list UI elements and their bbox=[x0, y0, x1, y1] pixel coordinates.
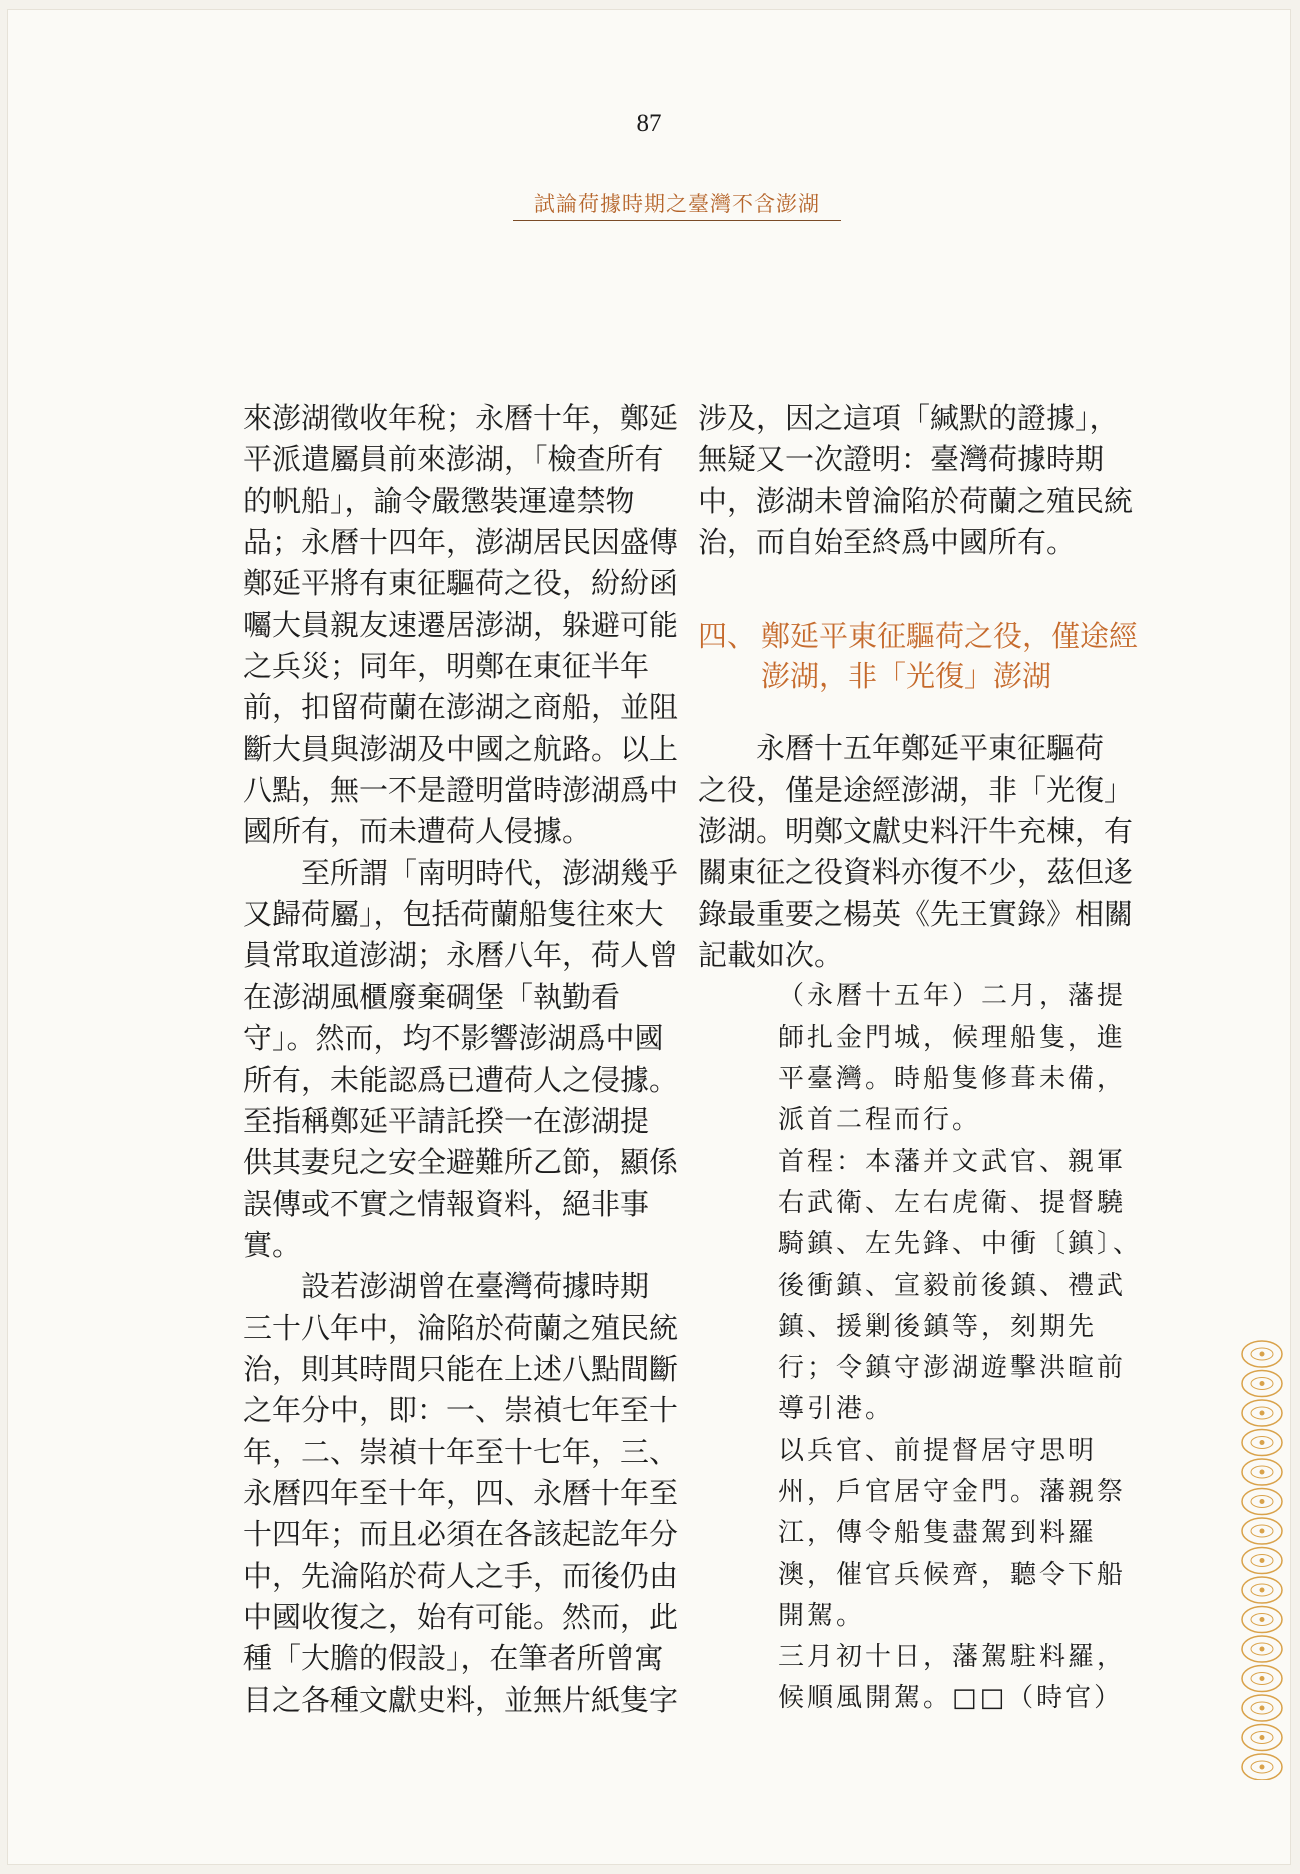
paragraph bbox=[698, 728, 1134, 976]
text-line: 囑大員親友速遷居澎湖，躲避可能 bbox=[243, 607, 679, 642]
text-line: （永曆十五年）二月，藩提 bbox=[778, 981, 1127, 1012]
quote-paragraph bbox=[778, 976, 1127, 1141]
text-line: 中，澎湖未曾淪陷於荷蘭之殖民統 bbox=[698, 483, 1134, 518]
text-line: 江，傳令船隻盡駕到料羅 bbox=[778, 1518, 1098, 1549]
paragraph bbox=[243, 853, 679, 1266]
text-line: 行；令鎮守澎湖遊擊洪暄前 bbox=[778, 1353, 1127, 1384]
text-line: 實。 bbox=[243, 1227, 302, 1262]
text-line: 關東征之役資料亦復不少，茲但迻 bbox=[698, 855, 1134, 890]
ornament-medallion bbox=[1242, 1459, 1282, 1485]
text-line: 至所謂「南明時代，澎湖幾乎 bbox=[243, 855, 679, 890]
text-line: 平臺灣。時船隻修葺未備， bbox=[778, 1064, 1127, 1095]
text-line: 騎鎮、左先鋒、中衝〔鎮〕、 bbox=[778, 1229, 1143, 1260]
text-line: 以兵官、前提督居守思明 bbox=[778, 1435, 1098, 1466]
section-number: 四、 bbox=[698, 619, 757, 654]
text-line: 永曆四年至十年，四、永曆十年至 bbox=[243, 1475, 679, 1510]
text-line: 八點，無一不是證明當時澎湖爲中 bbox=[243, 773, 679, 808]
text-line: 導引港。 bbox=[778, 1394, 895, 1425]
text-line: 涉及，因之這項「緘默的證據」， bbox=[698, 401, 1119, 435]
floral-medallion-strip-icon bbox=[1238, 1340, 1286, 1780]
ornament-medallion bbox=[1242, 1518, 1282, 1544]
ornament-medallion bbox=[1242, 1548, 1282, 1574]
text-line: 治，則其時間只能在上述八點間斷 bbox=[243, 1351, 679, 1386]
text-line: 右武衛、左右虎衛、提督驍 bbox=[778, 1187, 1127, 1218]
section-heading bbox=[698, 616, 1139, 696]
text-line: 設若澎湖曾在臺灣荷據時期 bbox=[243, 1269, 650, 1304]
text-line: 治，而自始至終爲中國所有。 bbox=[698, 525, 1076, 560]
ornament-medallion bbox=[1242, 1695, 1282, 1721]
text-line: 至指稱鄭延平請託揆一在澎湖提 bbox=[243, 1103, 650, 1138]
quote-paragraph bbox=[778, 1637, 1127, 1720]
text-line: 三月初十日，藩駕駐料羅， bbox=[778, 1642, 1127, 1673]
text-line: 員常取道澎湖；永曆八年，荷人曾 bbox=[243, 938, 679, 973]
paragraph bbox=[243, 398, 679, 853]
left-column bbox=[243, 398, 679, 1721]
ornament-medallion bbox=[1242, 1636, 1282, 1662]
text-line: 平派遣屬員前來澎湖，「檢查所有 bbox=[243, 442, 664, 477]
text-line: 守」。然而，均不影響澎湖爲中國 bbox=[243, 1021, 664, 1056]
text-line: 錄最重要之楊英《先王實錄》相關 bbox=[698, 896, 1134, 931]
text-line: 之年分中，即：一、崇禎七年至十 bbox=[243, 1393, 679, 1428]
paragraph bbox=[698, 398, 1134, 563]
text-line: 州，戶官居守金門。藩親祭 bbox=[778, 1477, 1127, 1507]
text-line: 澳，催官兵候齊，聽令下船 bbox=[778, 1559, 1127, 1590]
text-line: 鄭延平將有東征驅荷之役，紛紛函 bbox=[243, 566, 679, 601]
text-line: 之兵災；同年，明鄭在東征半年 bbox=[243, 649, 650, 684]
quote-paragraph bbox=[778, 1431, 1127, 1637]
quote-paragraph bbox=[778, 1142, 1143, 1431]
section-heading-line: 鄭延平東征驅荷之役，僅途經 bbox=[761, 619, 1139, 654]
text-line: 記載如次。 bbox=[698, 938, 844, 973]
text-line: 誤傳或不實之情報資料，絕非事 bbox=[243, 1186, 650, 1221]
running-header: 試論荷據時期之臺灣不含澎湖 bbox=[513, 188, 841, 221]
document-page bbox=[8, 10, 1290, 1864]
text-line: 十四年；而且必須在各該起訖年分 bbox=[243, 1517, 679, 1552]
ornament-medallion bbox=[1242, 1577, 1282, 1603]
text-line: 師扎金門城，候理船隻，進 bbox=[778, 1022, 1127, 1053]
text-line: 鎮、援剿後鎮等，刻期先 bbox=[778, 1311, 1098, 1342]
paragraph bbox=[243, 1266, 679, 1721]
text-line: 無疑又一次證明：臺灣荷據時期 bbox=[698, 442, 1105, 477]
page-number: 87 bbox=[636, 110, 662, 137]
text-line: 中國收復之，始有可能。然而，此 bbox=[243, 1599, 679, 1634]
ornament-medallion bbox=[1242, 1666, 1282, 1692]
ornament-medallion bbox=[1242, 1489, 1282, 1515]
ornament-medallion bbox=[1242, 1754, 1282, 1780]
text-line: 永曆十五年鄭延平東征驅荷 bbox=[698, 731, 1105, 766]
text-line: 斷大員與澎湖及中國之航路。以上 bbox=[243, 731, 679, 766]
right-column bbox=[698, 398, 1143, 1720]
text-line: 所有，未能認爲已遭荷人之侵據。 bbox=[243, 1062, 679, 1097]
section-heading-line: 澎湖，非「光復」澎湖 bbox=[761, 659, 1052, 694]
text-line: 的帆船」，諭令嚴懲裝運違禁物 bbox=[243, 483, 635, 518]
text-line: 中，先淪陷於荷人之手，而後仍由 bbox=[243, 1558, 679, 1593]
text-line: 後衝鎮、宣毅前後鎮、禮武 bbox=[778, 1270, 1127, 1301]
text-line: 種「大膽的假設」，在筆者所曾寓 bbox=[243, 1641, 664, 1676]
text-line: 首程：本藩并文武官、親軍 bbox=[778, 1146, 1127, 1177]
text-line: 澎湖。明鄭文獻史料汗牛充棟，有 bbox=[698, 814, 1134, 849]
text-line: 供其妻兒之安全避難所乙節，顯係 bbox=[243, 1145, 679, 1180]
text-line: 年，二、崇禎十年至十七年，三、 bbox=[243, 1434, 679, 1469]
text-line: 開駕。 bbox=[778, 1600, 866, 1631]
text-line: 又歸荷屬」，包括荷蘭船隻往來大 bbox=[243, 897, 664, 932]
text-line: 在澎湖風櫃廢棄碉堡「執勤看 bbox=[243, 979, 621, 1014]
text-line: 國所有，而未遭荷人侵據。 bbox=[243, 814, 592, 849]
text-line: 目之各種文獻史料，並無片紙隻字 bbox=[243, 1682, 679, 1717]
text-line: 候順風開駕。□□（時官） bbox=[778, 1683, 1124, 1714]
ornament-medallion bbox=[1242, 1341, 1282, 1367]
ornament-medallion bbox=[1242, 1607, 1282, 1633]
text-line: 派首二程而行。 bbox=[778, 1105, 982, 1136]
text-line: 來澎湖徵收年稅；永曆十年，鄭延 bbox=[243, 401, 679, 435]
text-line: 前，扣留荷蘭在澎湖之商船，並阻 bbox=[243, 690, 679, 725]
block-quote bbox=[778, 976, 1143, 1719]
ornament-medallion bbox=[1242, 1400, 1282, 1426]
ornament-medallion bbox=[1242, 1371, 1282, 1397]
text-line: 三十八年中，淪陷於荷蘭之殖民統 bbox=[243, 1310, 679, 1345]
text-line: 之役，僅是途經澎湖，非「光復」 bbox=[698, 772, 1134, 807]
ornament-medallion bbox=[1242, 1725, 1282, 1751]
ornament-medallion bbox=[1242, 1430, 1282, 1456]
text-line: 品；永曆十四年，澎湖居民因盛傳 bbox=[243, 525, 679, 560]
